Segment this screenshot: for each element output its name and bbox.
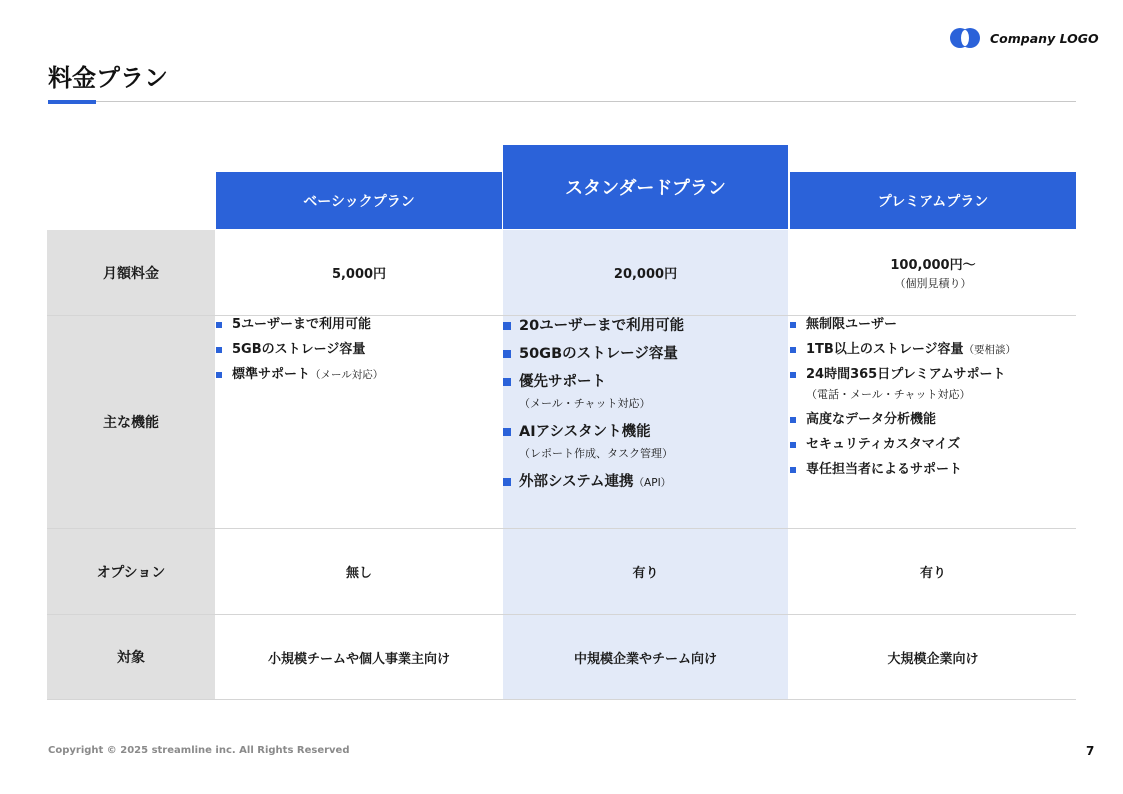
features-basic-list [216,316,383,391]
list-item: 5GBのストレージ容量 [216,341,383,359]
row-label-price: 月額料金 [47,230,215,315]
bullet-square-icon [790,347,796,353]
target-premium: 大規模企業向け [887,651,979,667]
bullet-square-icon [790,322,796,328]
bullet-square-icon [790,372,796,378]
list-item: 50GBのストレージ容量 [503,344,684,364]
price-premium-note: （個別見積り） [894,277,972,290]
list-item: 外部システム連携（API） [503,472,684,493]
price-standard: 20,000円 [503,230,788,315]
row-options [47,529,1076,615]
features-premium-list [790,316,1016,486]
list-item: 優先サポート （メール・チャット対応） [503,372,684,414]
bullet-square-icon [216,322,222,328]
plan-header-standard: スタンダードプラン [503,145,788,229]
list-item: 専任担当者によるサポート [790,461,1016,479]
list-item: 20ユーザーまで利用可能 [503,316,684,336]
bullet-square-icon [216,372,222,378]
bullet-square-icon [503,378,511,386]
list-item: 5ユーザーまで利用可能 [216,316,383,334]
options-standard: 有り [503,529,788,614]
list-item: AIアシスタント機能 （レポート作成、タスク管理） [503,422,684,464]
options-basic: 無し [345,566,372,581]
row-monthly-price [47,230,1076,316]
row-label-target: 対象 [47,615,215,699]
target-basic: 小規模チームや個人事業主向け [267,651,450,667]
features-premium-cell [790,316,1076,528]
bullet-square-icon [790,467,796,473]
bullet-square-icon [216,347,222,353]
logo-text: Company LOGO [990,30,1099,46]
features-standard-list [503,316,684,501]
plan-header-basic: ベーシックプラン [216,172,502,229]
company-logo [950,28,1099,48]
plan-header-premium: プレミアムプラン [790,172,1076,229]
price-premium-cell [790,230,1076,315]
row-label-features: 主な機能 [47,316,215,528]
list-item: 1TB以上のストレージ容量（要相談） [790,341,1016,359]
bullet-square-icon [503,478,511,486]
row-features [47,316,1076,529]
list-item: 標準サポート（メール対応） [216,366,383,384]
price-basic: 5,000円 [331,267,387,282]
copyright-text: Copyright © 2025 streamline inc. All Rights Reserved [48,745,350,756]
bullet-square-icon [790,417,796,423]
title-accent-bar [48,100,96,104]
list-item: 24時間365日プレミアムサポート （電話・メール・チャット対応） [790,366,1016,404]
features-basic-cell [216,316,502,528]
price-premium: 100,000円〜 [890,258,976,273]
bullet-square-icon [503,322,511,330]
page-number: 7 [1086,744,1095,758]
logo-mark-icon [950,28,980,48]
features-standard-cell [503,316,788,528]
target-standard: 中規模企業やチーム向け [503,615,788,699]
list-item: 高度なデータ分析機能 [790,411,1016,429]
list-item: 無制限ユーザー [790,316,1016,334]
list-item: セキュリティカスタマイズ [790,436,1016,454]
page-title: 料金プラン [48,64,168,92]
options-premium: 有り [919,566,946,581]
row-target [47,615,1076,700]
bullet-square-icon [503,428,511,436]
row-label-options: オプション [47,529,215,614]
bullet-square-icon [503,350,511,358]
bullet-square-icon [790,442,796,448]
title-divider [48,101,1076,102]
